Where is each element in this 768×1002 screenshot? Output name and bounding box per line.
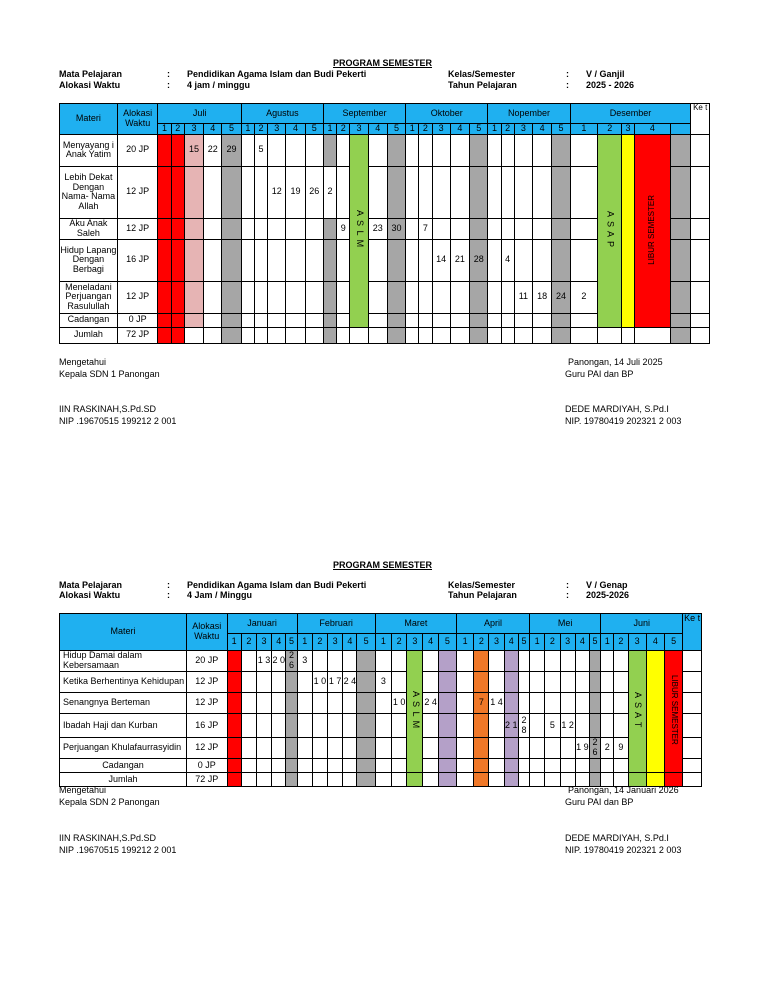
week-num: 3 <box>560 634 575 651</box>
doc1-guru-nip: NIP. 19780419 202321 2 003 <box>565 416 682 426</box>
week-num: 4 <box>450 124 469 135</box>
cell-date: 9 <box>337 218 350 239</box>
week-num: 1 <box>406 124 419 135</box>
cell-date: 7 <box>474 693 489 714</box>
doc2-mapel-value: Pendidikan Agama Islam dan Budi Pekerti <box>187 580 367 590</box>
doc2-alokasi-value: 4 Jam / Minggu <box>187 590 253 600</box>
doc1-materi: Jumlah <box>60 327 118 343</box>
week-num: 1 <box>601 634 614 651</box>
cell-date: 1 0 <box>392 693 407 714</box>
cell-date: 2 <box>601 738 614 759</box>
doc1-th-month: Desember <box>570 104 691 124</box>
doc1-kepala-nama: IIN RASKINAH,S.Pd.SD <box>59 404 157 414</box>
doc2-th-month: Juni <box>601 614 683 634</box>
doc1-th-month: Oktober <box>406 104 488 124</box>
cell-date: 24 <box>552 281 570 313</box>
week-num: 3 <box>268 124 286 135</box>
doc2-kepala-nama: IIN RASKINAH,S.Pd.SD <box>59 833 157 843</box>
doc1-kepala-nip: NIP .19670515 199212 2 001 <box>59 416 177 426</box>
doc2-jp: 12 JP <box>186 693 227 714</box>
doc2-th-month: Maret <box>375 614 456 634</box>
week-num: 4 <box>343 634 357 651</box>
doc1-alokasi-label: Alokasi Waktu <box>59 80 121 90</box>
week-num: 1 <box>488 124 501 135</box>
doc2-kepala-nip: NIP .19670515 199212 2 001 <box>59 845 177 855</box>
doc2-tahun-value: 2025-2026 <box>586 590 630 600</box>
doc1-jp: 20 JP <box>117 134 158 166</box>
cell-date: 7 <box>419 218 432 239</box>
doc1-th-month: Agustus <box>241 104 323 124</box>
cell-date: 1 9 <box>575 738 589 759</box>
doc2-colon: : <box>566 580 569 590</box>
week-num: 2 <box>419 124 432 135</box>
week-num: 3 <box>622 124 634 135</box>
doc1-th-ket: Ke t <box>691 104 710 135</box>
doc1-aslm: A S L M <box>350 134 368 327</box>
week-num: 2 <box>501 124 514 135</box>
week-num: 4 <box>646 634 664 651</box>
doc2-kelas-label: Kelas/Semester <box>448 580 516 590</box>
week-num: 2 <box>474 634 489 651</box>
cell-date: 2 4 <box>423 693 438 714</box>
cell-date: 2 6 <box>286 651 297 672</box>
week-num: 1 <box>456 634 473 651</box>
doc1-guru: Guru PAI dan BP <box>565 369 634 379</box>
doc1-colon: : <box>167 69 170 79</box>
doc2-asat: A S A T <box>628 651 646 773</box>
week-num: 4 <box>533 124 552 135</box>
week-num: 3 <box>628 634 646 651</box>
doc2-th-alokasi: Alokasi Waktu <box>186 614 227 651</box>
doc1-libur: LIBUR SEMESTER <box>634 134 671 327</box>
cell-date: 21 <box>450 239 469 281</box>
week-num: 5 <box>470 124 488 135</box>
doc2-mapel-label: Mata Pelajaran <box>59 580 123 590</box>
doc2-materi: Perjuangan Khulafaurrasyidin <box>60 738 187 759</box>
doc1-kepala: Kepala SDN 1 Panongan <box>59 369 160 379</box>
cell-date: 1 2 <box>560 714 575 738</box>
doc2-jp: 12 JP <box>186 672 227 693</box>
cell-date: 2 6 <box>589 738 600 759</box>
week-num: 1 <box>158 124 171 135</box>
cell-date: 2 <box>570 281 597 313</box>
doc1-schedule-table <box>59 103 710 344</box>
week-num: 2 <box>598 124 622 135</box>
cell-date: 4 <box>501 239 514 281</box>
week-num: 5 <box>357 634 375 651</box>
week-num: 2 <box>254 124 267 135</box>
doc2-th-month: Januari <box>227 614 297 634</box>
doc1-jp: 72 JP <box>117 327 158 343</box>
week-num: 5 <box>305 124 323 135</box>
week-num: 3 <box>184 124 203 135</box>
doc1-mapel-value: Pendidikan Agama Islam dan Budi Pekerti <box>187 69 367 79</box>
week-num: 2 <box>614 634 628 651</box>
cell-date: 2 1 <box>504 714 518 738</box>
doc2-colon: : <box>167 580 170 590</box>
cell-date: 12 <box>268 166 286 218</box>
week-num: 3 <box>489 634 504 651</box>
doc1-mapel-label: Mata Pelajaran <box>59 69 123 79</box>
doc1-colon: : <box>566 80 569 90</box>
doc2-colon: : <box>167 590 170 600</box>
doc2-guru: Guru PAI dan BP <box>565 797 634 807</box>
cell-date: 30 <box>387 218 405 239</box>
doc1-th-alokasi: Alokasi Waktu <box>117 104 158 135</box>
cell-date: 26 <box>305 166 323 218</box>
doc2-schedule-table <box>59 613 702 787</box>
week-num: 1 <box>530 634 545 651</box>
doc2-mengetahui: Mengetahui <box>59 785 107 795</box>
doc1-mengetahui: Mengetahui <box>59 357 107 367</box>
cell-date: 2 <box>323 166 336 218</box>
week-num: 4 <box>272 634 286 651</box>
doc1-tempat-tanggal: Panongan, 14 Juli 2025 <box>568 357 663 367</box>
week-num: 4 <box>368 124 387 135</box>
week-num: 3 <box>256 634 271 651</box>
doc1-materi: Meneladani Perjuangan Rasulullah <box>60 281 118 313</box>
cell-date: 1 7 <box>328 672 343 693</box>
cell-date: 3 <box>375 672 391 693</box>
week-num: 1 <box>323 124 336 135</box>
week-num: 2 <box>337 124 350 135</box>
week-num: 4 <box>575 634 589 651</box>
doc1-th-month: September <box>323 104 405 124</box>
doc2-th-month: Februari <box>297 614 375 634</box>
doc1-jp: 12 JP <box>117 166 158 218</box>
doc1-kelas-value: V / Ganjil <box>586 69 625 79</box>
cell-date: 11 <box>514 281 532 313</box>
doc1-kelas-label: Kelas/Semester <box>448 69 516 79</box>
cell-date: 15 <box>184 134 203 166</box>
doc2-guru-nip: NIP. 19780419 202321 2 003 <box>565 845 682 855</box>
doc1-title: PROGRAM SEMESTER <box>333 58 433 68</box>
doc2-tempat-tanggal: Panongan, 14 Januari 2026 <box>568 785 679 795</box>
doc2-tahun-label: Tahun Pelajaran <box>448 590 517 600</box>
doc2-jp: 12 JP <box>186 738 227 759</box>
doc2-th-month: April <box>456 614 529 634</box>
cell-date: 22 <box>204 134 222 166</box>
week-num: 1 <box>241 124 254 135</box>
doc2-colon: : <box>566 590 569 600</box>
week-num: 3 <box>432 124 450 135</box>
week-num: 3 <box>328 634 343 651</box>
doc1-guru-nama: DEDE MARDIYAH, S.Pd.I <box>565 404 669 414</box>
doc2-materi: Jumlah <box>60 773 187 787</box>
doc1-th-month: Nopember <box>488 104 570 124</box>
doc1-colon: : <box>566 69 569 79</box>
cell-date: 5 <box>545 714 560 738</box>
week-num: 4 <box>204 124 222 135</box>
doc1-materi: Aku Anak Saleh <box>60 218 118 239</box>
week-num: 5 <box>286 634 297 651</box>
doc1-colon: : <box>167 80 170 90</box>
week-num: 5 <box>589 634 600 651</box>
week-num: 5 <box>552 124 570 135</box>
week-num: 1 <box>375 634 391 651</box>
cell-date: 29 <box>222 134 241 166</box>
doc1-materi: Cadangan <box>60 313 118 327</box>
doc2-jp: 0 JP <box>186 759 227 773</box>
doc2-title: PROGRAM SEMESTER <box>333 560 433 570</box>
cell-date: 18 <box>533 281 552 313</box>
week-num: 5 <box>222 124 241 135</box>
doc2-materi: Hidup Damai dalam Kebersamaan <box>60 651 187 672</box>
doc1-jp: 12 JP <box>117 281 158 313</box>
week-num: 3 <box>350 124 368 135</box>
doc2-alokasi-label: Alokasi Waktu <box>59 590 121 600</box>
doc1-jp: 12 JP <box>117 218 158 239</box>
doc2-th-materi: Materi <box>60 614 187 651</box>
cell-date: 1 3 <box>256 651 271 672</box>
week-num: 4 <box>423 634 438 651</box>
week-num: 5 <box>438 634 456 651</box>
doc2-materi: Senangnya Berteman <box>60 693 187 714</box>
doc2-aslm: A S L M <box>407 651 423 773</box>
doc2-materi: Ketika Berhentinya Kehidupan <box>60 672 187 693</box>
doc1-th-materi: Materi <box>60 104 118 135</box>
doc1-tahun-value: 2025 - 2026 <box>586 80 635 90</box>
doc1-asap: A S A P <box>598 134 622 327</box>
doc1-tahun-label: Tahun Pelajaran <box>448 80 517 90</box>
week-num: 5 <box>665 634 683 651</box>
doc1-materi: Hidup Lapang Dengan Berbagi <box>60 239 118 281</box>
week-num: 3 <box>514 124 532 135</box>
week-num: 3 <box>407 634 423 651</box>
doc2-jp: 16 JP <box>186 714 227 738</box>
doc2-th-ket: Ke t <box>683 614 702 651</box>
week-num: 2 <box>241 634 256 651</box>
cell-date: 2 8 <box>518 714 529 738</box>
week-num: 2 <box>312 634 327 651</box>
week-num: 4 <box>286 124 305 135</box>
week-num: 5 <box>518 634 529 651</box>
cell-date: 2 0 <box>272 651 286 672</box>
cell-date: 19 <box>286 166 305 218</box>
doc2-materi: Cadangan <box>60 759 187 773</box>
week-num: 5 <box>387 124 405 135</box>
doc1-materi: Lebih Dekat Dengan Nama- Nama Allah <box>60 166 118 218</box>
week-num: 1 <box>297 634 312 651</box>
doc2-kepala: Kepala SDN 2 Panongan <box>59 797 160 807</box>
cell-date: 23 <box>368 218 387 239</box>
doc1-jp: 16 JP <box>117 239 158 281</box>
doc2-jp: 72 JP <box>186 773 227 787</box>
doc2-libur: LIBUR SEMESTER <box>665 651 683 773</box>
cell-date: 9 <box>614 738 628 759</box>
week-num: 1 <box>227 634 241 651</box>
cell-date: 14 <box>432 239 450 281</box>
week-num: 4 <box>634 124 671 135</box>
week-num: 2 <box>171 124 184 135</box>
doc2-kelas-value: V / Genap <box>586 580 628 590</box>
week-num: 1 <box>570 124 597 135</box>
doc1-alokasi-value: 4 jam / minggu <box>187 80 251 90</box>
doc1-materi: Menyayang i Anak Yatim <box>60 134 118 166</box>
doc1-jp: 0 JP <box>117 313 158 327</box>
doc2-guru-nama: DEDE MARDIYAH, S.Pd.I <box>565 833 669 843</box>
cell-date: 5 <box>254 134 267 166</box>
week-num <box>671 124 691 135</box>
doc1-th-month: Juli <box>158 104 241 124</box>
doc2-jp: 20 JP <box>186 651 227 672</box>
week-num: 2 <box>545 634 560 651</box>
cell-date: 3 <box>297 651 312 672</box>
doc2-th-month: Mei <box>530 614 601 634</box>
week-num: 4 <box>504 634 518 651</box>
doc2-materi: Ibadah Haji dan Kurban <box>60 714 187 738</box>
cell-date: 1 0 <box>312 672 327 693</box>
cell-date: 28 <box>470 239 488 281</box>
week-num: 2 <box>392 634 407 651</box>
cell-date: 1 4 <box>489 693 504 714</box>
cell-date: 2 4 <box>343 672 357 693</box>
